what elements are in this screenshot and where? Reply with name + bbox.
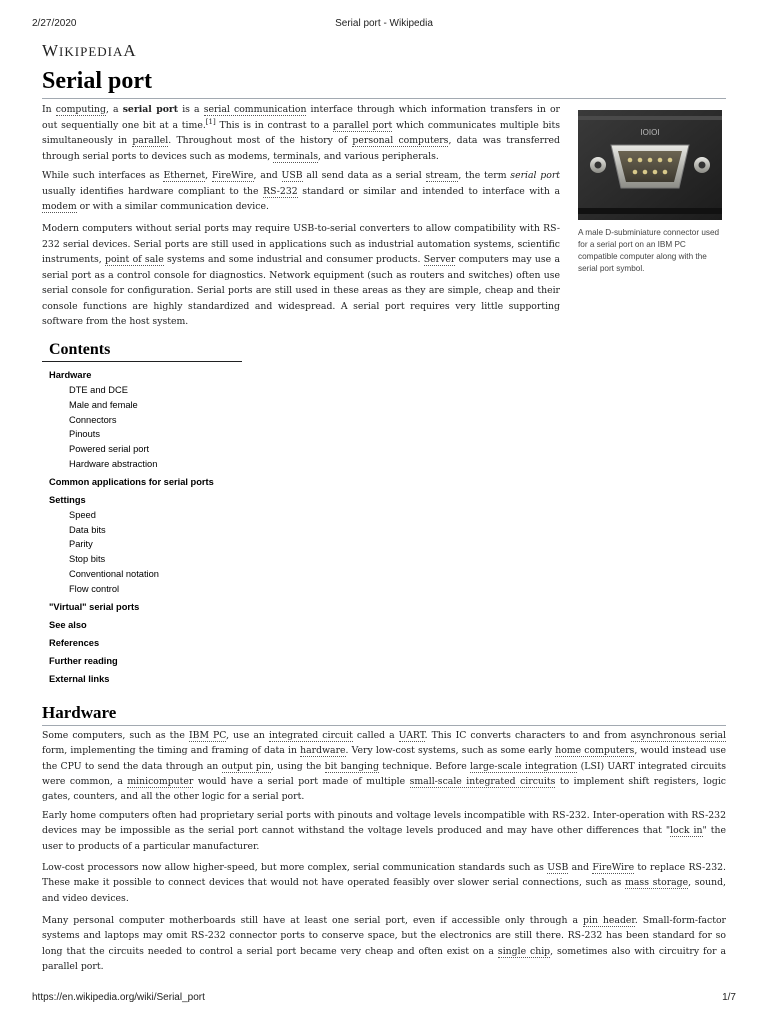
inline-link[interactable]: modem <box>42 201 77 212</box>
inline-link[interactable]: RS-232 <box>263 185 298 197</box>
text-run: is a <box>178 104 204 115</box>
inline-link[interactable]: hardware <box>300 745 346 757</box>
inline-link[interactable]: asynchronous serial <box>630 730 726 741</box>
text-run: . This IC converts characters to and from <box>424 730 631 741</box>
text-run: to implement shift registers, logic gates, counters, and all the other logic for a serial port. <box>42 775 727 803</box>
inline-link[interactable]: parallel <box>132 135 169 146</box>
inline-link[interactable]: home computers <box>555 745 635 757</box>
text-run: standard or similar and intended to interface with a <box>297 185 560 197</box>
toc-item[interactable]: Male and female <box>69 399 138 410</box>
serial-port-symbol: IOIOI <box>640 128 660 137</box>
text-run: interface through which information transfers in or out sequentially one bit at a time. <box>42 104 561 131</box>
toc-item[interactable]: Hardware <box>49 370 92 380</box>
inline-link[interactable]: large-scale integration <box>470 760 578 772</box>
text-run: , data was transferred through serial ports to devices such as modems, <box>42 135 560 162</box>
text-run: , sometimes also with circuitry for a parallel port. <box>42 945 726 972</box>
text-run: or with a similar communication device. <box>76 201 269 212</box>
text-run: , and various peripherals. <box>317 150 439 162</box>
toc-item[interactable]: Flow control <box>69 583 120 594</box>
text-run: usually identifies hardware compliant to the <box>42 185 264 197</box>
print-page-title: Serial port - Wikipedia <box>335 18 433 29</box>
toc-list <box>42 368 342 687</box>
print-url: https://en.wikipedia.org/wiki/Serial_port <box>32 992 205 1003</box>
text-run: While such interfaces as <box>42 170 164 181</box>
reference-link[interactable]: [1] <box>205 117 216 126</box>
inline-link[interactable]: bit banging <box>324 760 379 772</box>
toc-item[interactable]: Conventional notation <box>69 568 159 579</box>
inline-link[interactable]: lock in <box>670 825 703 837</box>
inline-link[interactable]: UART <box>398 730 425 741</box>
toc-item[interactable]: Stop bits <box>69 554 106 565</box>
text-run: , the term <box>458 170 511 181</box>
text-run: Some computers, such as the <box>42 730 189 741</box>
text-run: . Small-form-factor systems and laptops may omit RS-232 connector ports to conserve space, but the electronics are still there. RS-232 has been standard for so long that the circuits needed to control a serial port became very cheap and often exist on a <box>42 915 726 957</box>
inline-link[interactable]: mass storage <box>625 877 689 889</box>
text-run: Modern computers without serial ports may require USB-to-serial converters to allow compatibility with RS-232 serial devices. Serial ports are still used in applications such as industrial automation systems, scientific instruments, <box>42 223 560 265</box>
hardware-paragraph-3 <box>42 860 726 906</box>
hardware-paragraph-2 <box>42 808 726 854</box>
inline-link[interactable]: output pin <box>221 760 271 772</box>
text-run: , would instead use the CPU to send the data through an <box>42 745 727 772</box>
text-run: , <box>205 170 212 181</box>
toc-item[interactable]: External links <box>49 673 110 684</box>
toc-item[interactable]: DTE and DCE <box>69 385 128 395</box>
print-date: 2/27/2020 <box>32 18 77 29</box>
toc-item[interactable]: Data bits <box>69 524 106 535</box>
toc-item[interactable]: Parity <box>69 539 93 550</box>
hardware-paragraph-1 <box>42 728 726 804</box>
text-run: , using the <box>270 760 325 772</box>
section-heading-hardware: Hardware <box>42 702 726 726</box>
inline-link[interactable]: serial communication <box>203 104 307 115</box>
toc-item[interactable]: Settings <box>49 494 86 505</box>
text-run: which communicates multiple bits simultaneously in <box>42 119 561 146</box>
text-run: , sound, and video devices. <box>42 877 726 904</box>
toc-item[interactable]: Powered serial port <box>69 444 150 455</box>
hardware-paragraph-4 <box>42 913 726 974</box>
text-run: all send data as a serial <box>302 170 426 181</box>
inline-link[interactable]: IBM PC <box>188 730 227 741</box>
text-run: , a <box>105 104 123 115</box>
inline-link[interactable]: Ethernet <box>163 170 206 181</box>
text-run: would have a serial port made of multiple <box>193 775 410 787</box>
text-run: called a <box>352 730 399 741</box>
inline-link[interactable]: USB <box>547 862 569 873</box>
toc-title: Contents <box>42 340 242 362</box>
toc-item[interactable]: Connectors <box>69 414 117 425</box>
text-run: to replace RS-232. These make it possible to connect devices that would not have operated feasibly over slower serial connections, such as <box>42 862 726 889</box>
toc-item[interactable]: Further reading <box>49 655 118 666</box>
text-run: This is in contrast to a <box>215 119 333 131</box>
toc-item[interactable]: Speed <box>69 509 96 520</box>
logo-rest: IKIPEDIA <box>59 44 124 59</box>
text-run: Early home computers often had proprietary serial ports with pinouts and voltage levels incompatible with RS-232. Inter-operation with RS-232 devices may be impossible as the serial port cannot withstand the voltage levels produced and may have other differences that " <box>42 810 726 837</box>
toc-item[interactable]: "Virtual" serial ports <box>49 601 140 612</box>
text-run: " the user to products of a particular manufacturer. <box>42 825 726 852</box>
inline-link[interactable]: small-scale integrated circuits <box>409 775 556 787</box>
inline-link[interactable]: integrated circuit <box>268 730 353 741</box>
inline-link[interactable]: stream <box>425 170 459 181</box>
toc-item[interactable]: Pinouts <box>69 429 101 440</box>
intro-paragraph-2 <box>42 168 560 215</box>
text-run: and <box>568 862 593 873</box>
inline-link[interactable]: Server <box>423 254 456 265</box>
toc-item[interactable]: See also <box>49 619 87 630</box>
text-run: Low-cost processors now allow higher-speed, but more complex, serial communication standards such as <box>42 862 548 873</box>
inline-link[interactable]: pin header <box>583 915 635 926</box>
db9-connector-image[interactable] <box>578 110 722 220</box>
thumbnail-caption: A male D-subminiature connector used for a serial port on an IBM PC compatible computer along with the serial port symbol. <box>578 228 720 273</box>
text-run: form, implementing the timing and framing of data in <box>42 745 301 757</box>
intro-paragraph-3 <box>42 221 560 330</box>
table-of-contents <box>42 340 342 687</box>
inline-link[interactable]: parallel port <box>332 119 393 131</box>
toc-item[interactable]: Common applications for serial ports <box>49 476 214 487</box>
text-run: , use an <box>226 730 269 741</box>
inline-link[interactable]: minicomputer <box>127 775 194 787</box>
inline-link[interactable]: personal computers <box>352 135 449 146</box>
text-run: systems and some industrial and consumer products. <box>163 254 424 265</box>
page-title: Serial port <box>42 66 726 99</box>
text-run: computers may use a serial port as a control console for diagnostics. Network equipment (such as routers and switches) often use serial console for configuration. Serial ports are still used in these areas as they are simple, cheap and their console functions are highly standardized and widespread. A serial port requires very little supporting software from the host system. <box>42 254 561 327</box>
text-run: . Very low-cost systems, such as some early <box>345 745 556 757</box>
wikipedia-logo[interactable] <box>42 41 137 61</box>
text-run: , and <box>253 170 282 181</box>
italic-term: serial port <box>510 170 560 181</box>
thumbnail-figure <box>578 110 722 275</box>
text-run: Many personal computer motherboards still have at least one serial port, even if accessible only through a <box>42 915 584 926</box>
toc-item[interactable]: References <box>49 637 100 648</box>
print-page-number: 1/7 <box>722 992 736 1003</box>
inline-link[interactable]: single chip <box>497 945 551 957</box>
text-run: (LSI) UART integrated circuits were common, a <box>42 760 726 787</box>
inline-link[interactable]: point of sale <box>105 254 164 265</box>
bold-term: serial port <box>122 104 179 115</box>
inline-link[interactable]: FireWire <box>592 862 635 873</box>
inline-link[interactable]: FireWire <box>211 170 254 181</box>
logo-w: W <box>42 41 60 60</box>
intro-paragraph-1 <box>42 102 560 164</box>
logo-a: A <box>123 41 137 60</box>
inline-link[interactable]: USB <box>281 170 303 181</box>
toc-item[interactable]: Hardware abstraction <box>69 458 158 469</box>
text-run: technique. Before <box>378 760 471 772</box>
text-run: In <box>42 104 56 115</box>
inline-link[interactable]: computing <box>55 104 106 115</box>
inline-link[interactable]: terminals <box>273 150 318 162</box>
text-run: . Throughout most of the history of <box>168 135 353 146</box>
